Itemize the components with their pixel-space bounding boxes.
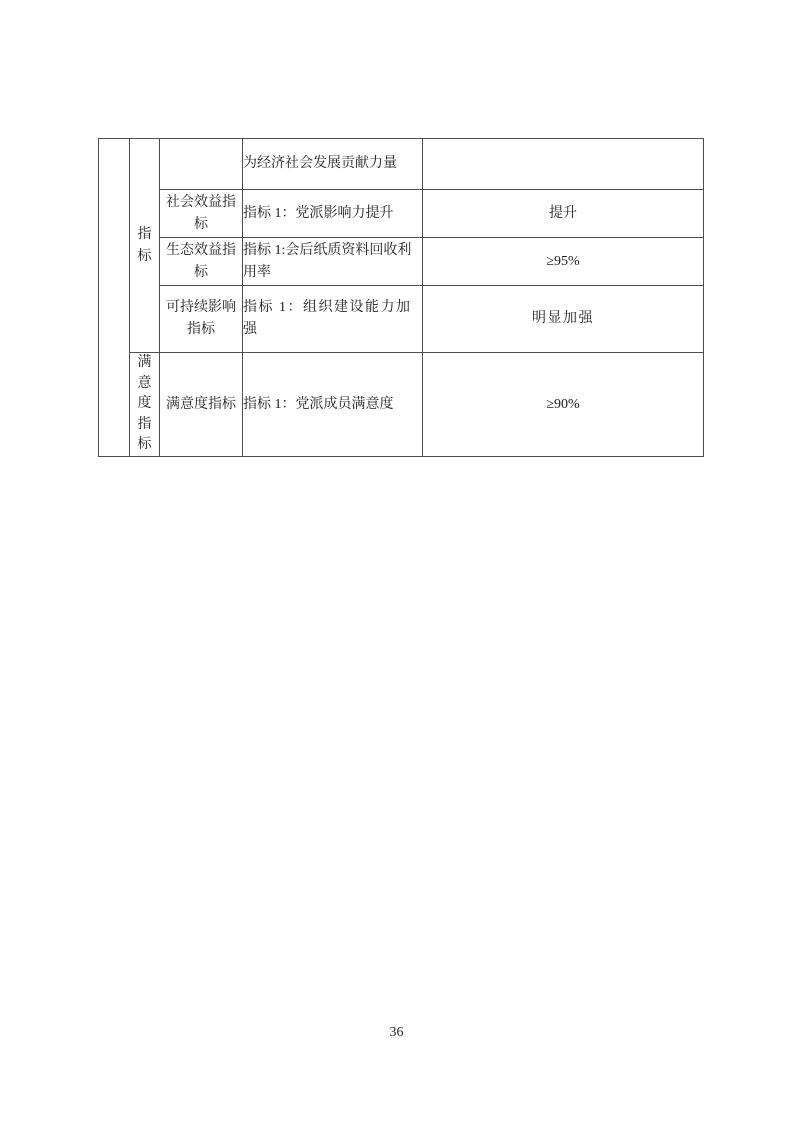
category-cell: [160, 238, 243, 286]
category-text: 满意度指标: [166, 396, 236, 412]
group-label-vertical-text: 满意度指标: [137, 355, 152, 452]
indicator-cell: [243, 238, 423, 286]
indicator-text: 指标 1：党派影响力提升: [243, 205, 394, 221]
satisfaction-group-cell: [130, 353, 160, 457]
indicator-text: 指标 1：组织建设能力加强: [243, 300, 412, 337]
category-text: 可持续影响指标: [166, 300, 236, 337]
performance-indicator-table: [98, 138, 704, 457]
target-cell: [423, 353, 704, 457]
category-cell: [160, 139, 243, 190]
target-cell: [423, 238, 704, 286]
target-text: 提升: [549, 205, 577, 221]
category-text: 生态效益指标: [166, 242, 236, 280]
category-cell: [160, 286, 243, 353]
target-text: 明显加强: [532, 311, 594, 326]
table-row: [99, 139, 704, 190]
table-row: [99, 190, 704, 238]
indicator-group-cell: [130, 139, 160, 353]
group-label-vertical-text: 指标: [137, 226, 152, 264]
table-row: [99, 238, 704, 286]
indicator-cell: [243, 286, 423, 353]
target-cell: [423, 190, 704, 238]
category-text: 社会效益指标: [166, 194, 236, 232]
indicator-cell: [243, 190, 423, 238]
target-text: ≥90%: [546, 396, 580, 412]
table-row: [99, 286, 704, 353]
indicator-cell: [243, 353, 423, 457]
indicator-text: 为经济社会发展贡献力量: [243, 156, 397, 171]
target-text: ≥95%: [546, 253, 580, 269]
indicator-text: 指标 1：党派成员满意度: [243, 396, 394, 412]
target-cell: [423, 286, 704, 353]
level1-empty-cell: [99, 139, 130, 457]
indicator-cell: [243, 139, 423, 190]
category-cell: [160, 353, 243, 457]
page-number: 36: [389, 1025, 404, 1040]
target-cell: [423, 139, 704, 190]
table-row: [99, 353, 704, 457]
category-cell: [160, 190, 243, 238]
indicator-text: 指标 1:会后纸质资料回收利用率: [243, 242, 412, 280]
